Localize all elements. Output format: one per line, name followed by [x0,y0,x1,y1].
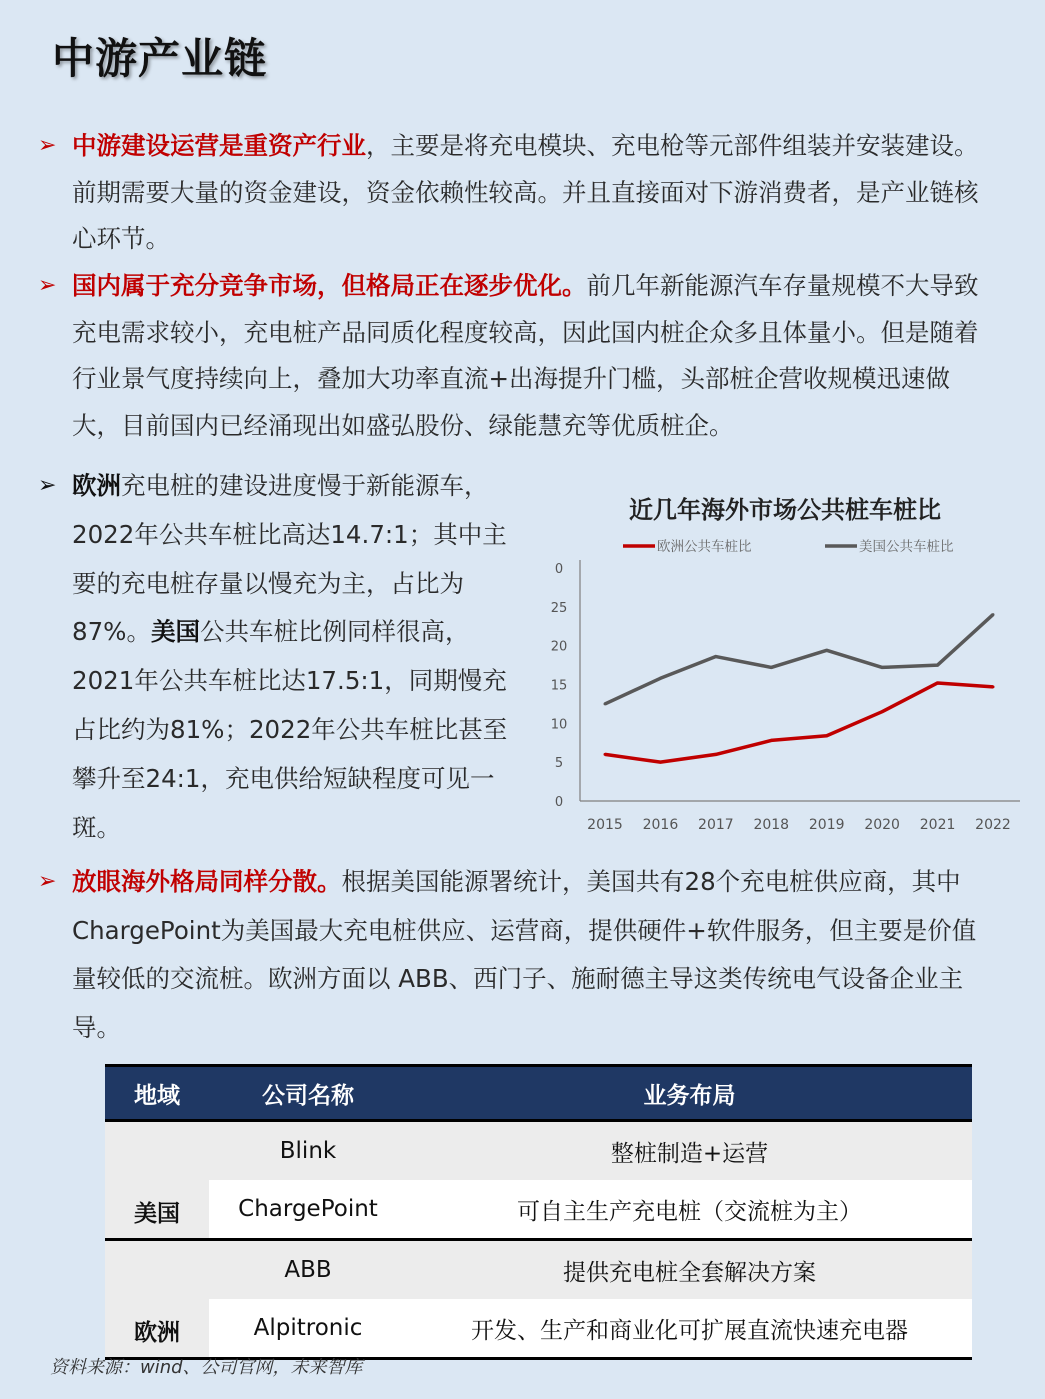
bullet-arrow-icon: ➢ [38,273,57,298]
paragraph-overseas-landscape [38,858,988,1052]
highlight-text: 美国 [150,617,200,647]
legend-label: 欧洲公共车桩比 [657,539,752,555]
paragraph-text: 充电桩的建设进度慢于新能源车，2022年公共车桩比高达14.7:1；其中主要的充电桩存量以慢充为主，占比为87%。 [72,471,507,647]
x-tick-label: 2020 [864,817,900,833]
data-point [604,753,607,756]
paragraph-domestic-market [38,263,988,449]
highlight-text: 放眼海外格局同样分散。 [72,867,342,896]
page-title: 中游产业链 [52,34,268,83]
x-tick-label: 2021 [919,817,956,833]
y-tick-label: 10 [550,717,568,733]
header-region: 地域 [105,1066,209,1121]
x-tick-label: 2016 [642,817,679,833]
data-point [992,685,995,688]
x-tick-label: 2015 [587,817,623,833]
data-point [659,761,662,764]
source-note: 资料来源：wind、公司官网，未来智库 [50,1357,363,1378]
y-tick-label: 0 [554,795,564,810]
data-point [770,739,773,742]
x-tick-label: 2017 [698,817,734,833]
company-cell: Alpitronic [209,1299,407,1359]
paragraph-text: ，主要是将充电模块、充电枪等元部件组装并安装建设。前期需要大量的资金建设，资金依赖性较高。并且直接面对下游消费者，是产业链核心环节。 [72,131,979,253]
header-business: 业务布局 [407,1066,972,1121]
x-tick-label: 2022 [975,817,1011,833]
y-tick-label: 20 [550,639,568,655]
data-point [604,702,607,705]
y-tick-label: 15 [550,678,568,694]
data-point [881,710,884,713]
data-point [825,649,828,652]
y-tick-label: 0 [554,562,564,577]
bullet-arrow-icon: ➢ [38,869,57,894]
data-point [825,734,828,737]
y-tick-label: 5 [554,756,564,772]
data-point [714,753,717,756]
highlight-text: 中游建设运营是重资产行业 [72,131,366,160]
business-cell: 可自主生产充电桩（交流桩为主） [407,1180,972,1240]
data-point [936,681,939,684]
y-tick-label: 25 [550,600,568,616]
data-point [659,677,662,680]
paragraph-text: 根据美国能源署统计，美国共有28个充电桩供应商，其中ChargePoint为美国最大充电桩供应、运营商，提供硬件+软件服务，但主要是价值量较低的交流桩。欧洲方面以 ABB、西门子、施耐德主导这类传统电气设备企业主导。 [72,867,977,1042]
business-cell: 提供充电桩全套解决方案 [407,1240,972,1300]
table-row [105,1299,972,1359]
company-table [105,1064,972,1360]
table-header-row [105,1066,972,1121]
highlight-text: 欧洲 [72,471,121,500]
table-row [105,1121,972,1181]
data-point [770,666,773,669]
paragraph-construction [38,123,988,263]
table-row [105,1240,972,1300]
x-tick-label: 2018 [753,817,790,833]
company-cell: ABB [209,1240,407,1300]
paragraph-text: 公共车桩比例同样很高，2021年公共车桩比达17.5:1，同期慢充占比约为81%；2022年公共车桩比甚至攀升至24:1，充电供给短缺程度可见一斑。 [72,617,508,842]
data-point [936,664,939,667]
bullet-arrow-icon: ➢ [38,133,57,158]
company-cell: Blink [209,1121,407,1181]
business-cell: 整桩制造+运营 [407,1121,972,1181]
paragraph-text: 前几年新能源汽车存量规模不大导致充电需求较小，充电桩产品同质化程度较高，因此国内桩企众多且体量小。但是随着行业景气度持续向上，叠加大功率直流+出海提升门槛，头部桩企营收规模迅速做大，目前国内已经涌现出如盛弘股份、绿能慧充等优质桩企。 [72,271,979,440]
business-cell: 开发、生产和商业化可扩展直流快速充电器 [407,1299,972,1359]
series-line [605,683,993,762]
data-point [881,666,884,669]
data-point [992,613,995,616]
header-company: 公司名称 [209,1066,407,1121]
x-tick-label: 2019 [808,817,845,833]
chart-canvas [545,485,1025,840]
table-row [105,1180,972,1240]
data-point [714,655,717,658]
highlight-text: 国内属于充分竞争市场，但格局正在逐步优化。 [72,271,587,300]
bullet-arrow-icon: ➢ [38,473,57,498]
line-chart [545,485,1025,840]
region-cell: 美国 [105,1121,209,1240]
series-line [605,615,993,704]
region-cell: 欧洲 [105,1240,209,1359]
company-cell: ChargePoint [209,1180,407,1240]
chart-title: 近几年海外市场公共桩车桩比 [629,496,941,524]
legend-label: 美国公共车桩比 [859,539,954,555]
paragraph-overseas-ratio [38,462,528,852]
